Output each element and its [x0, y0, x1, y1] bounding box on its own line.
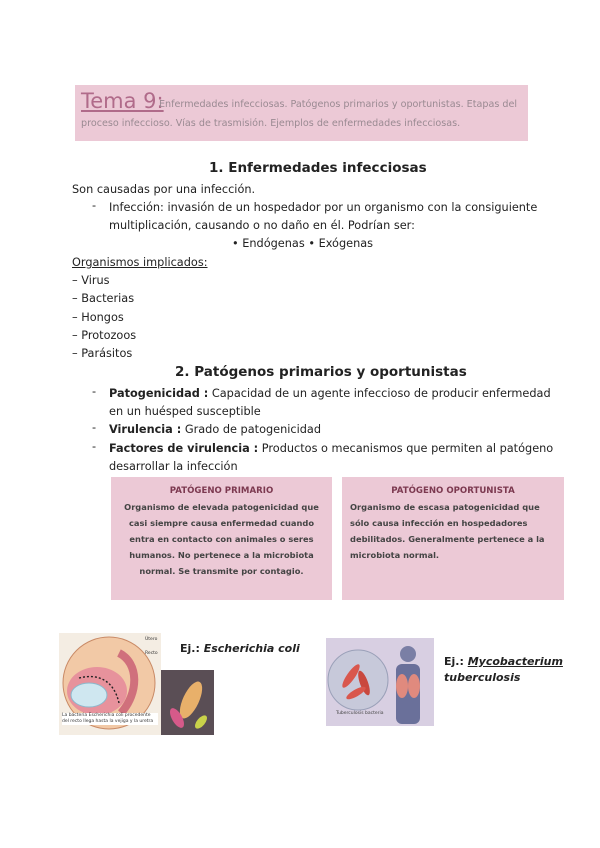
infection-types: • Endógenas • Exógenas — [232, 237, 374, 250]
example2-prefix: Ej.: — [444, 655, 468, 668]
example1-label — [180, 642, 300, 655]
section2-heading: 2. Patógenos primarios y oportunistas — [175, 364, 467, 380]
pathogenicity-line2: en un huésped susceptible — [109, 405, 261, 418]
example2-label — [444, 654, 563, 686]
bacteria-drawing — [161, 670, 214, 735]
pathogenicity-line1 — [109, 385, 551, 403]
box-line: normal. Se transmite por contagio. — [139, 566, 304, 576]
figure-label-uterus: Útero — [145, 637, 158, 642]
box-line: entra en contacto con animales o seres — [129, 534, 314, 544]
bullet-dash: - — [92, 385, 97, 398]
tuberculosis-illustration — [326, 638, 434, 726]
virulence-factors-line1 — [109, 440, 553, 458]
opportunist-pathogen-box — [342, 477, 564, 600]
box-line: microbiota normal. — [350, 550, 440, 560]
pathogenicity-text: Capacidad de un agente infeccioso de producir enfermedad — [208, 387, 551, 400]
box-line: humanos. No pertenece a la microbiota — [129, 550, 314, 560]
primary-pathogen-box — [111, 477, 332, 600]
ecoli-microscope-image — [161, 670, 214, 735]
bullet-dash: - — [92, 199, 97, 212]
tema-title: Tema 9: — [81, 89, 164, 113]
bullet-dash: - — [92, 440, 97, 453]
opportunist-pathogen-title: PATÓGENO OPORTUNISTA — [391, 486, 515, 496]
box-line: sólo causa infección en hospedadores — [350, 518, 528, 528]
title-box — [75, 85, 528, 141]
example1-prefix: Ej.: — [180, 642, 204, 655]
example1-species: Escherichia coli — [203, 642, 300, 655]
figure-label-rectum: Recto — [145, 651, 158, 656]
ecoli-anatomy-illustration — [59, 633, 161, 735]
box-line: casi siempre causa enfermedad cuando — [128, 518, 315, 528]
virulence-text: Grado de patogenicidad — [181, 423, 322, 436]
opportunist-pathogen-text — [342, 499, 564, 563]
virulence-factors-text: Productos o mecanismos que permiten al patógeno — [258, 442, 554, 455]
figure-caption: La bacteria Escherichia coli procedente del recto llega hasta la vejiga y la uretra — [62, 713, 158, 725]
example2-species-epithet: tuberculosis — [444, 671, 521, 684]
virulence-factors-term: Factores de virulencia : — [109, 442, 259, 455]
organisms-title: Organismos implicados: — [72, 256, 208, 269]
tema-subtitle: Enfermedades infecciosas. Patógenos primarios y oportunistas. Etapas del proceso infeccioso. Vías de trasmisión. Ejemplos de enfermedades infecciosas. — [81, 99, 518, 129]
section1-heading: 1. Enfermedades infecciosas — [209, 160, 427, 176]
virulence-line — [109, 421, 321, 439]
infection-definition-line1: Infección: invasión de un hospedador por un organismo con la consiguiente — [109, 201, 538, 214]
primary-pathogen-text — [111, 499, 332, 579]
pathogenicity-term: Patogenicidad : — [109, 387, 209, 400]
box-line: debilitados. Generalmente pertenece a la — [350, 534, 545, 544]
organism-item: – Parásitos — [72, 347, 133, 360]
section1-intro: Son causadas por una infección. — [72, 183, 256, 196]
organism-item: – Bacterias — [72, 292, 135, 305]
figure-caption: Tuberculosis bacteria — [336, 711, 384, 716]
organism-item: – Virus — [72, 274, 110, 287]
example2-species-genus: Mycobacterium — [467, 655, 563, 668]
organism-item: – Hongos — [72, 311, 124, 324]
box-line: Organismo de elevada patogenicidad que — [124, 502, 319, 512]
infection-definition-line2: multiplicación, causando o no daño en él. Podrían ser: — [109, 219, 415, 232]
virulence-term: Virulencia : — [109, 423, 182, 436]
primary-pathogen-title: PATÓGENO PRIMARIO — [169, 486, 274, 496]
virulence-factors-line2: desarrollar la infección — [109, 460, 238, 473]
bullet-dash: - — [92, 421, 97, 434]
box-line: Organismo de escasa patogenicidad que — [350, 502, 540, 512]
organism-item: – Protozoos — [72, 329, 137, 342]
